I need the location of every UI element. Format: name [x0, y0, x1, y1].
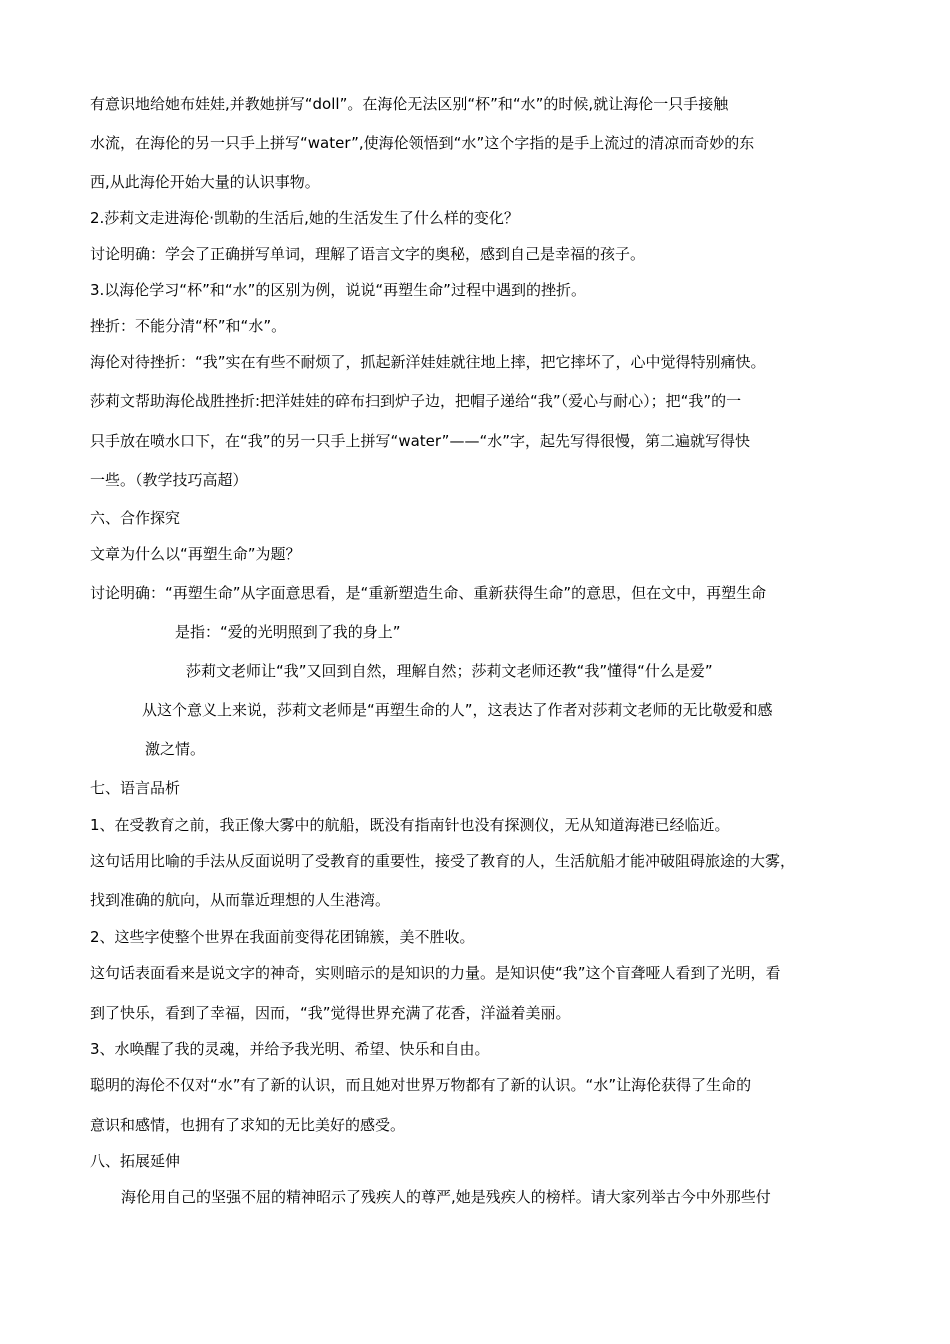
section-heading: 六、合作探究 — [90, 509, 181, 527]
section-heading: 八、拓展延伸 — [90, 1152, 181, 1170]
text-line: 从这个意义上来说，莎莉文老师是“再塑生命的人”，这表达了作者对莎莉文老师的无比敬爱和感 — [142, 701, 773, 719]
text-line: 莎莉文老师让“我”又回到自然，理解自然；莎莉文老师还教“我”懂得“什么是爱” — [186, 662, 713, 680]
question-line: 3、水唤醒了我的灵魂，并给予我光明、希望、快乐和自由。 — [90, 1040, 490, 1058]
section-heading: 七、语言品析 — [90, 779, 181, 797]
question-line: 2、这些字使整个世界在我面前变得花团锦簇，美不胜收。 — [90, 928, 475, 946]
text-line: 海伦对待挫折：“我”实在有些不耐烦了，抓起新洋娃娃就往地上摔，把它摔坏了，心中觉得特别痛快。 — [90, 353, 766, 371]
text-line: 莎莉文帮助海伦战胜挫折:把洋娃娃的碎布扫到炉子边，把帽子递给“我”（爱心与耐心）；把“我”的一 — [90, 392, 742, 410]
question-line: 1、在受教育之前，我正像大雾中的航船，既没有指南针也没有探测仪，无从知道海港已经临近。 — [90, 816, 730, 834]
text-line: 海伦用自己的坚强不屈的精神昭示了残疾人的尊严,她是残疾人的榜样。请大家列举古今中外那些付 — [121, 1188, 771, 1206]
text-line: 是指：“爱的光明照到了我的身上” — [175, 623, 401, 641]
text-line: 这句话表面看来是说文字的神奇，实则暗示的是知识的力量。是知识使“我”这个盲聋哑人看到了光明，看 — [90, 964, 781, 982]
text-line: 聪明的海伦不仅对“水”有了新的认识，而且她对世界万物都有了新的认识。“水”让海伦获得了生命的 — [90, 1076, 752, 1094]
text-line: 到了快乐，看到了幸福，因而，“我”觉得世界充满了花香，洋溢着美丽。 — [90, 1004, 571, 1022]
text-line: 文章为什么以“再塑生命”为题？ — [90, 545, 301, 563]
question-line: 3.以海伦学习“杯”和“水”的区别为例，说说“再塑生命”过程中遇到的挫折。 — [90, 281, 586, 299]
text-line: 意识和感情，也拥有了求知的无比美好的感受。 — [90, 1116, 406, 1134]
text-line: 讨论明确：“再塑生命”从字面意思看，是“重新塑造生命、重新获得生命”的意思，但在文中，再塑生命 — [90, 584, 767, 602]
text-line: 有意识地给她布娃娃,并教她拼写“doll”。在海伦无法区别“杯”和“水”的时候,就让海伦一只手接触 — [90, 95, 729, 113]
question-line: 2.莎莉文走进海伦·凯勒的生活后,她的生活发生了什么样的变化？ — [90, 209, 519, 227]
text-line: 西,从此海伦开始大量的认识事物。 — [90, 173, 320, 191]
text-line: 讨论明确：学会了正确拼写单词，理解了语言文字的奥秘，感到自己是幸福的孩子。 — [90, 245, 646, 263]
text-line: 一些。（教学技巧高超） — [90, 471, 248, 489]
text-line: 找到准确的航向，从而靠近理想的人生港湾。 — [90, 891, 391, 909]
text-line: 激之情。 — [145, 740, 206, 758]
text-line: 只手放在喷水口下，在“我”的另一只手上拼写“water”——“水”字，起先写得很慢，第二遍就写得快 — [90, 432, 750, 450]
text-line: 挫折：不能分清“杯”和“水”。 — [90, 317, 287, 335]
text-line: 水流，在海伦的另一只手上拼写“water”,使海伦领悟到“水”这个字指的是手上流过的清凉而奇妙的东 — [90, 134, 755, 152]
text-line: 这句话用比喻的手法从反面说明了受教育的重要性，接受了教育的人，生活航船才能冲破阻碍旅途的大雾， — [90, 852, 796, 870]
